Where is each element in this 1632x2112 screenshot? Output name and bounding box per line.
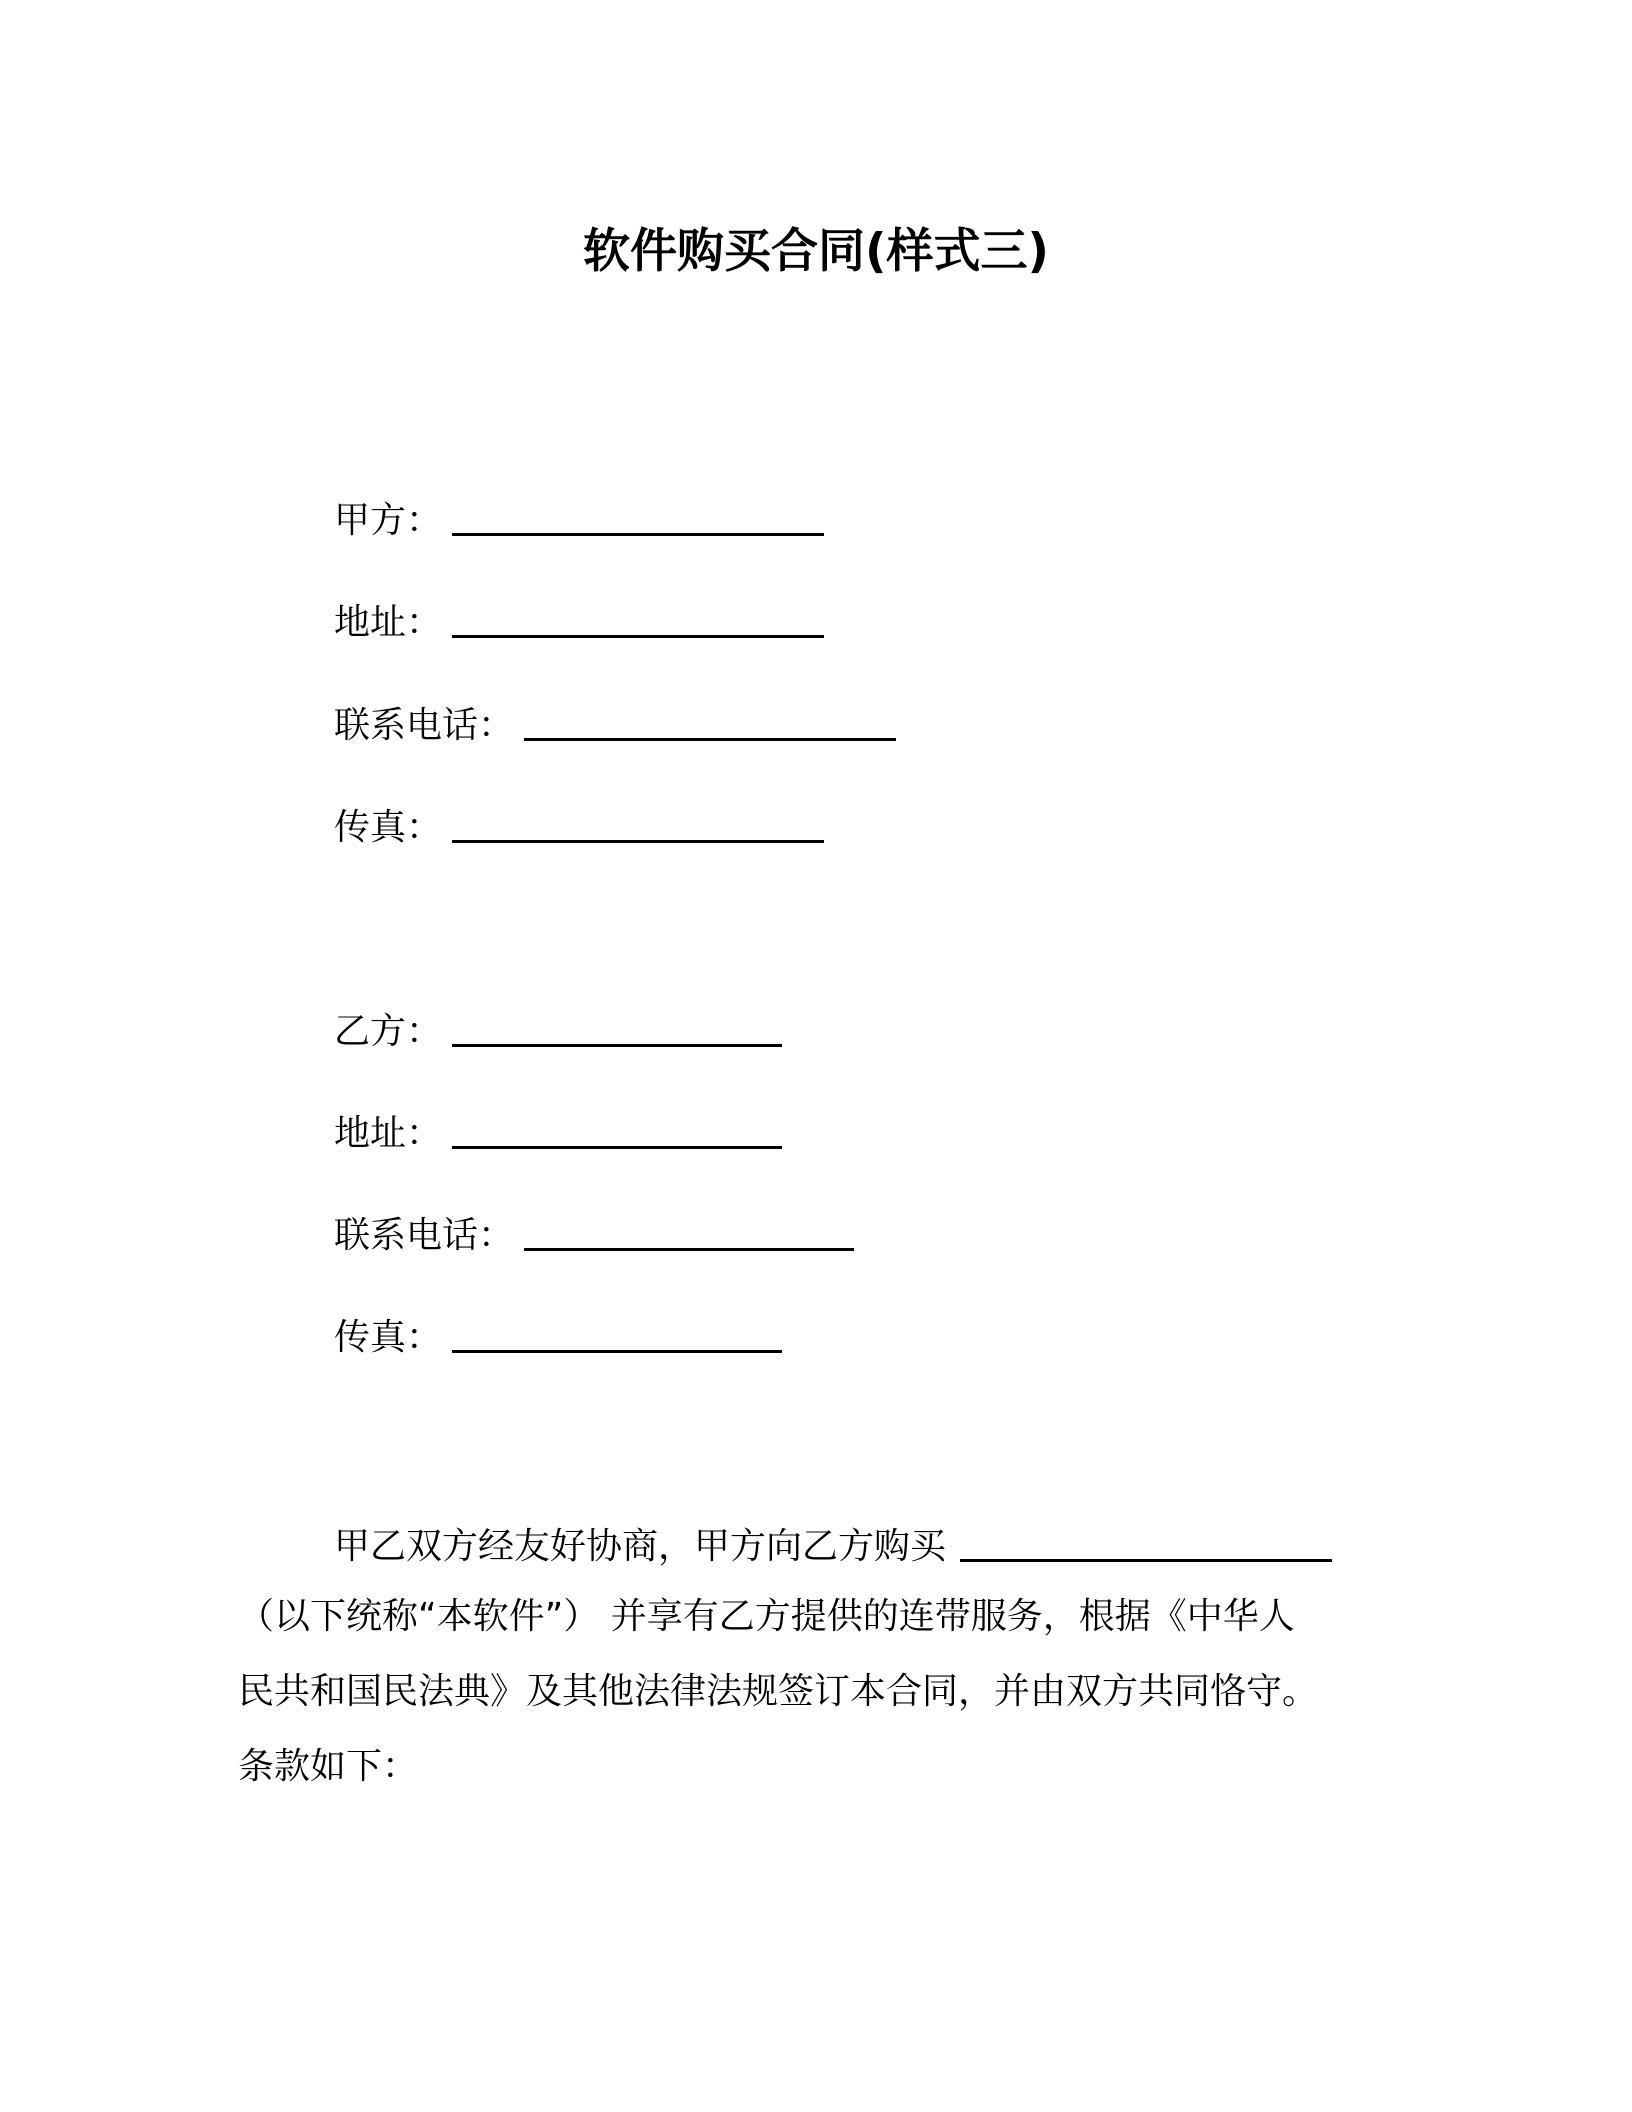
preamble-line-1 bbox=[334, 1522, 1332, 1572]
party-b-fax-blank[interactable] bbox=[452, 1320, 782, 1353]
party-b-phone-blank[interactable] bbox=[524, 1218, 854, 1251]
preamble-line-3: 民共和国民法典》及其他法律法规签订本合同，并由双方共同恪守。 bbox=[238, 1671, 1319, 1712]
party-b-name-label: 乙方： bbox=[334, 1011, 443, 1052]
preamble-line-1-text: 甲乙双方经友好协商，甲方向乙方购买 bbox=[334, 1526, 947, 1567]
party-b-name-field bbox=[334, 1007, 782, 1057]
party-a-address-blank[interactable] bbox=[452, 605, 824, 638]
party-a-name-field bbox=[334, 496, 824, 546]
party-b-address-field bbox=[334, 1109, 782, 1159]
party-a-fax-label: 传真： bbox=[334, 807, 443, 848]
party-b-name-blank[interactable] bbox=[452, 1014, 782, 1047]
party-a-phone-label: 联系电话： bbox=[334, 705, 515, 746]
party-b-fax-field bbox=[334, 1313, 782, 1363]
party-b-phone-field bbox=[334, 1211, 854, 1261]
party-a-address-field bbox=[334, 598, 824, 648]
party-a-name-blank[interactable] bbox=[452, 503, 824, 536]
software-name-blank[interactable] bbox=[960, 1529, 1332, 1562]
party-b-phone-label: 联系电话： bbox=[334, 1215, 515, 1256]
party-a-fax-field bbox=[334, 803, 824, 853]
party-a-phone-field bbox=[334, 701, 896, 751]
party-a-fax-blank[interactable] bbox=[452, 810, 824, 843]
preamble-line-2: （以下统称“本软件”） 并享有乙方提供的连带服务，根据《中华人 bbox=[238, 1596, 1295, 1637]
party-a-address-label: 地址： bbox=[334, 602, 443, 643]
document-title: 软件购买合同(样式三) bbox=[583, 224, 1049, 279]
party-b-address-blank[interactable] bbox=[452, 1116, 782, 1149]
party-b-fax-label: 传真： bbox=[334, 1317, 443, 1358]
preamble-line-4: 条款如下： bbox=[238, 1746, 419, 1787]
party-a-phone-blank[interactable] bbox=[524, 708, 896, 741]
party-b-address-label: 地址： bbox=[334, 1113, 443, 1154]
party-a-name-label: 甲方： bbox=[334, 500, 443, 541]
